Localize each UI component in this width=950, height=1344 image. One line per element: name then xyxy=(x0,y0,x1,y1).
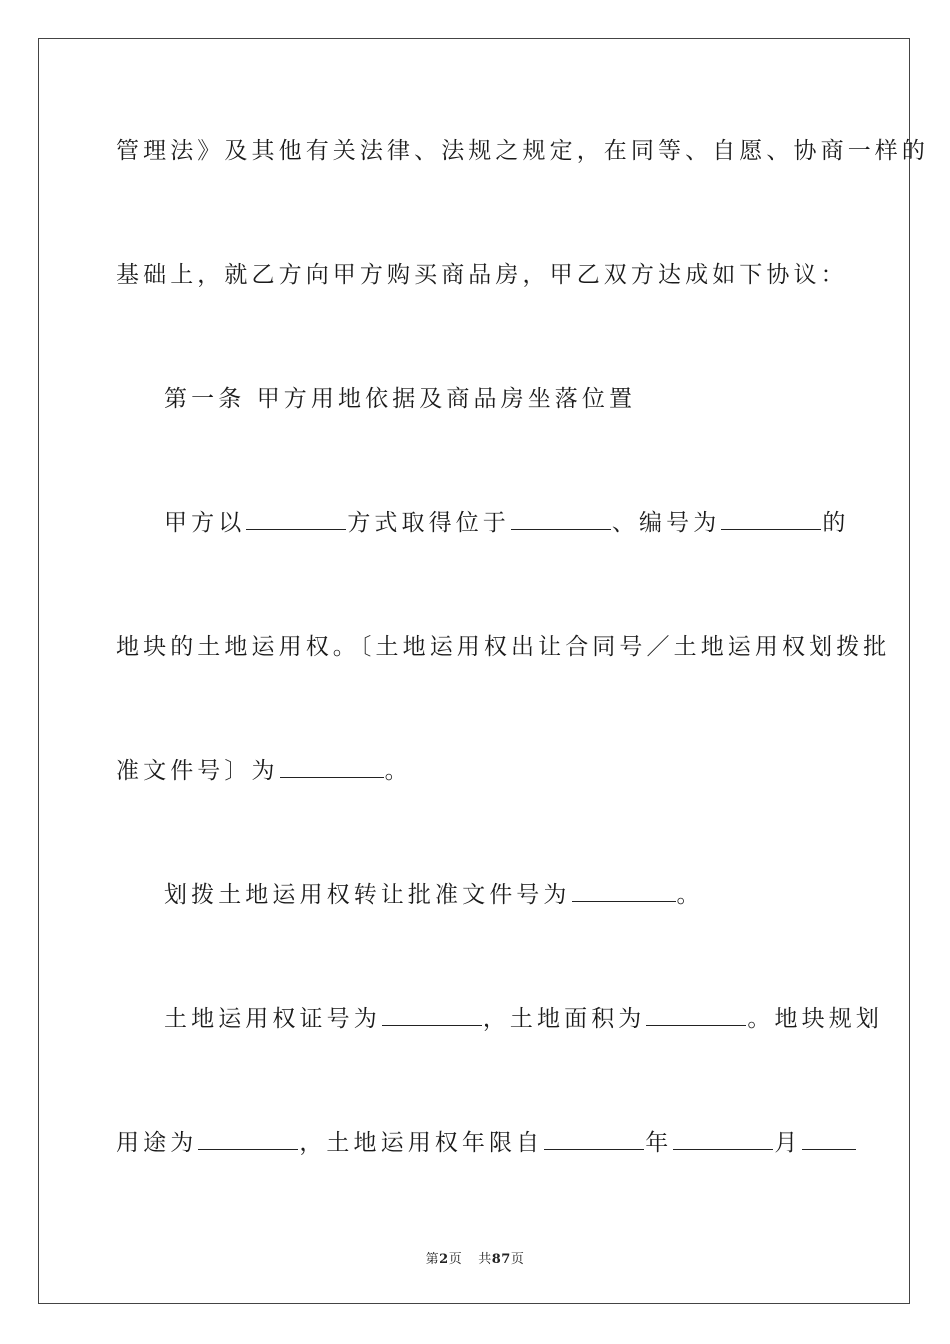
text-segment: 基础上，就乙方向甲方购买商品房，甲乙双方达成如下协议： xyxy=(116,262,848,288)
text-segment: 土地运用权证号为 xyxy=(164,1006,381,1032)
total-suffix: 页 xyxy=(510,1252,525,1267)
paragraph-line-6 xyxy=(116,756,836,786)
total-prefix: 共 xyxy=(478,1252,492,1267)
text-segment: 年 xyxy=(645,1130,673,1156)
text-segment: 第一条 甲方用地依据及商品房坐落位置 xyxy=(164,386,637,412)
paragraph-line-5 xyxy=(116,632,891,662)
fill-in-blank[interactable] xyxy=(246,509,346,530)
fill-in-blank[interactable] xyxy=(673,1129,773,1150)
paragraph-line-4 xyxy=(164,508,884,538)
text-segment: 准文件号〕为 xyxy=(116,758,279,784)
text-segment: 甲方以 xyxy=(164,510,246,536)
text-segment: 管理法》及其他有关法律、法规之规定，在同等、自愿、协商一样的 xyxy=(116,138,929,164)
fill-in-blank[interactable] xyxy=(721,509,821,530)
total-pages: 87 xyxy=(491,1252,511,1267)
page-number: 2 xyxy=(439,1252,449,1267)
text-segment: 用途为 xyxy=(116,1130,198,1156)
page-prefix: 第 xyxy=(425,1252,440,1267)
text-segment: 的 xyxy=(822,510,850,536)
fill-in-blank[interactable] xyxy=(572,881,676,902)
page-footer xyxy=(0,1248,950,1267)
text-segment: 方式取得位于 xyxy=(347,510,510,536)
paragraph-line-7 xyxy=(164,880,884,910)
text-segment: 划拨土地运用权转让批准文件号为 xyxy=(164,882,571,908)
paragraph-line-2 xyxy=(116,260,848,290)
text-segment: 。地块规划 xyxy=(747,1006,883,1032)
text-segment: 、编号为 xyxy=(611,510,721,536)
fill-in-blank[interactable] xyxy=(646,1005,746,1026)
text-segment: 。 xyxy=(676,882,704,908)
page-suffix: 页 xyxy=(448,1252,463,1267)
page-border xyxy=(38,38,910,1304)
paragraph-line-1 xyxy=(116,136,929,166)
fill-in-blank[interactable] xyxy=(544,1129,644,1150)
fill-in-blank[interactable] xyxy=(382,1005,482,1026)
text-segment: ，土地面积为 xyxy=(482,1006,646,1032)
article-heading xyxy=(164,384,884,414)
paragraph-line-9 xyxy=(116,1128,836,1158)
fill-in-blank[interactable] xyxy=(280,757,384,778)
text-segment: ，土地运用权年限自 xyxy=(299,1130,544,1156)
paragraph-line-8 xyxy=(164,1004,884,1034)
fill-in-blank[interactable] xyxy=(802,1129,856,1150)
text-segment: 月 xyxy=(774,1130,802,1156)
fill-in-blank[interactable] xyxy=(511,509,611,530)
text-segment: 地块的土地运用权。〔土地运用权出让合同号／土地运用权划拨批 xyxy=(116,634,891,660)
fill-in-blank[interactable] xyxy=(198,1129,298,1150)
text-segment: 。 xyxy=(384,758,412,784)
